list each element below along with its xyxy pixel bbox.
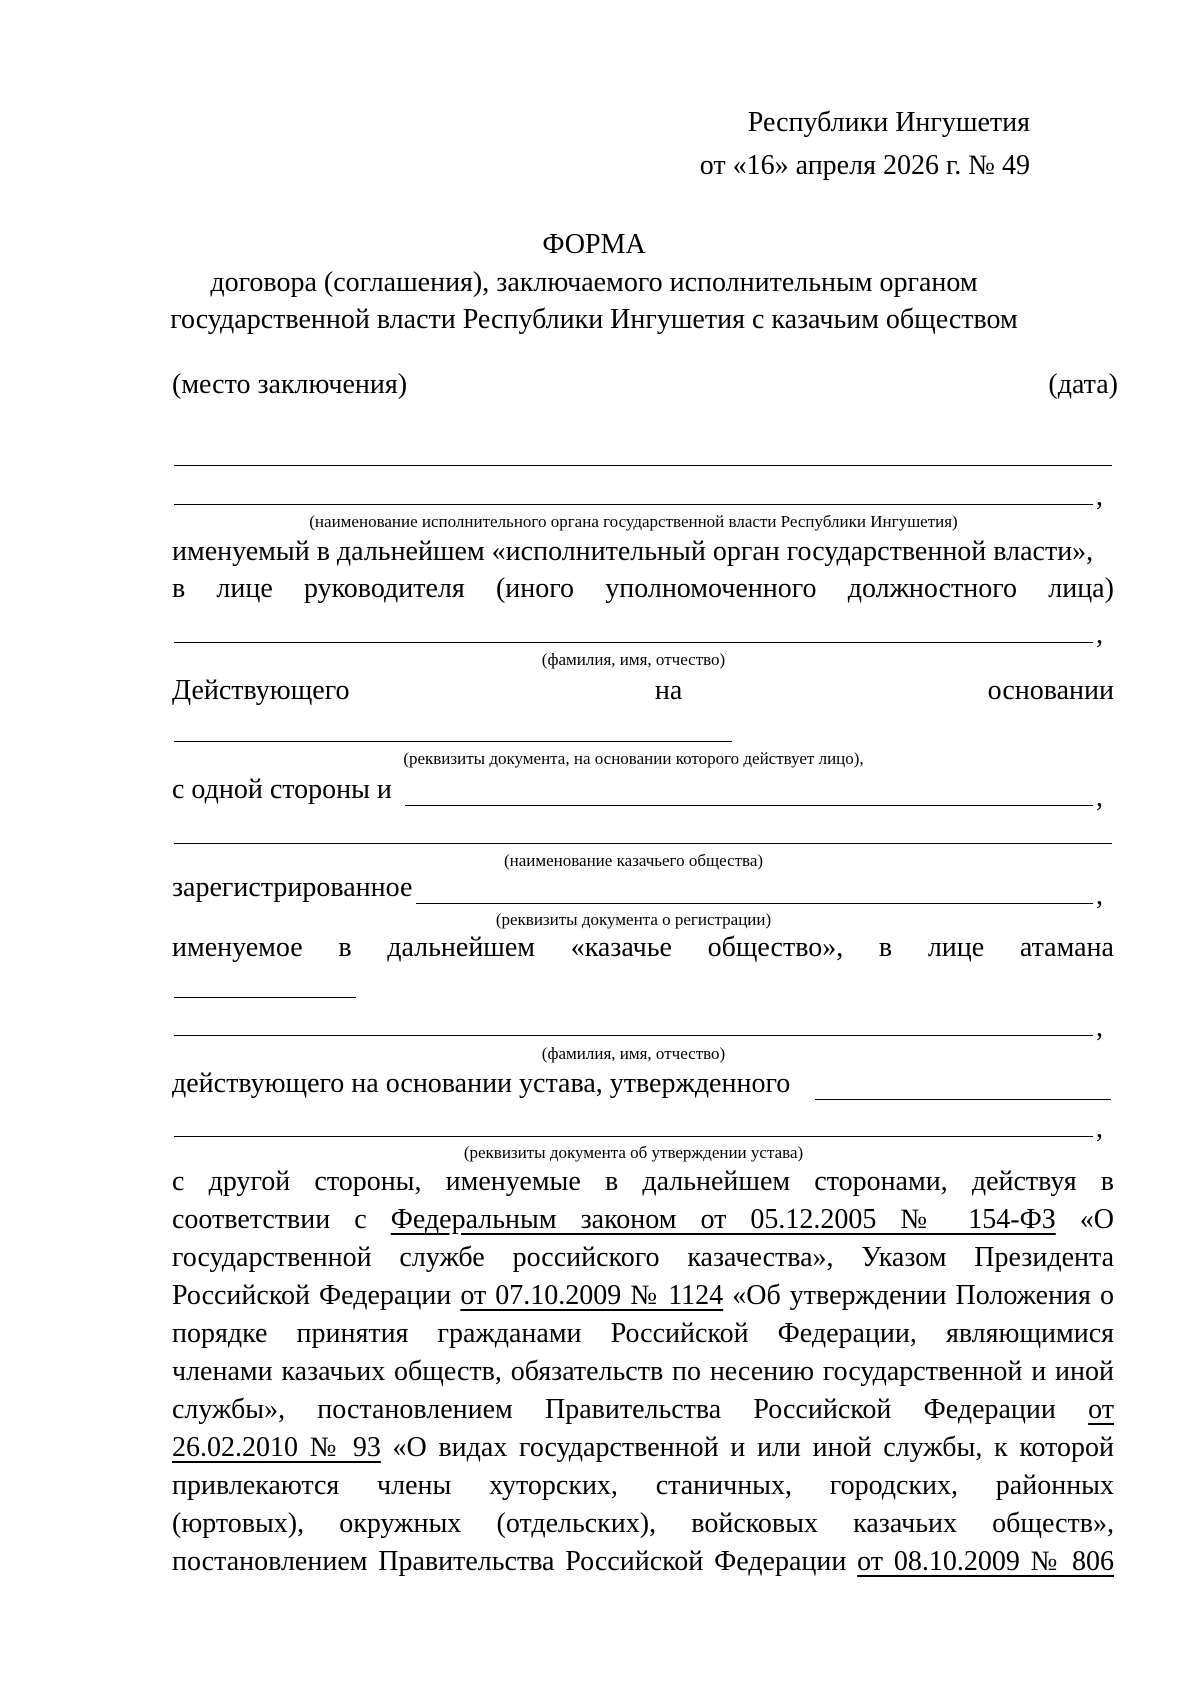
caption-doc-basis: (реквизиты документа, на основании которого действует лицо), xyxy=(403,749,864,768)
in-person-line xyxy=(172,571,1114,607)
word: (иного xyxy=(495,573,575,604)
word: в xyxy=(172,573,186,604)
ataman-line-short[interactable] xyxy=(174,997,356,998)
word: лице xyxy=(216,573,273,604)
acting-basis-line xyxy=(172,673,1114,709)
cossack-name-line-1[interactable] xyxy=(405,805,1093,806)
word: «казачье xyxy=(570,932,672,963)
text: Российской Федерации xyxy=(172,1280,461,1311)
resolution-806-link[interactable]: от 08.10.2009 № 806 xyxy=(857,1546,1114,1577)
word: атамана xyxy=(1019,932,1114,963)
acting-charter-text: действующего на основании устава, утвержденного xyxy=(172,1068,791,1099)
organ-name-line-2[interactable] xyxy=(174,504,1093,505)
header-line-2: от «16» апреля 2026 г. № 49 xyxy=(699,150,1030,181)
paragraph-line-11 xyxy=(172,1544,1114,1580)
text: соответствии с xyxy=(172,1204,391,1235)
registered-text: зарегистрированное xyxy=(172,872,413,903)
word: должностного xyxy=(847,573,1018,604)
registration-line[interactable] xyxy=(416,903,1093,904)
word: в xyxy=(338,932,352,963)
comma: , xyxy=(1096,481,1103,512)
paragraph-line-7 xyxy=(172,1392,1114,1428)
comma: , xyxy=(1096,880,1103,911)
comma: , xyxy=(1096,619,1103,650)
word: именуемое xyxy=(172,932,303,963)
paragraph-line-5: порядке принятия гражданами Российской Федерации, являющимися xyxy=(172,1318,1114,1349)
federal-law-154-link[interactable]: Федеральным законом от 05.12.2005 № 154-ФЗ xyxy=(390,1204,1056,1235)
ataman-fio-line[interactable] xyxy=(174,1035,1093,1036)
caption-registration: (реквизиты документа о регистрации) xyxy=(495,910,772,929)
paragraph-line-1: с другой стороны, именуемые в дальнейшем сторонами, действуя в xyxy=(172,1166,1114,1197)
cossack-name-line-2[interactable] xyxy=(174,843,1112,844)
paragraph-line-8 xyxy=(172,1430,1114,1466)
caption-organ-name: (наименование исполнительного органа государственной власти Республики Ингушетия) xyxy=(309,512,958,531)
caption-cossack-name: (наименование казачьего общества) xyxy=(503,851,764,870)
comma: , xyxy=(1096,1012,1103,1043)
form-title: ФОРМА xyxy=(542,229,646,260)
resolution-93-link-part-2[interactable]: 26.02.2010 № 93 xyxy=(172,1432,381,1463)
paragraph-line-9: привлекаются члены хуторских, станичных, городских, районных xyxy=(172,1470,1114,1501)
comma: , xyxy=(1096,1113,1103,1144)
charter-line-2[interactable] xyxy=(174,1136,1093,1137)
head-fio-line[interactable] xyxy=(174,642,1093,643)
text: постановлением Правительства Российской Федерации xyxy=(172,1546,858,1577)
paragraph-line-2 xyxy=(172,1202,1114,1238)
header-line-1: Республики Ингушетия xyxy=(747,107,1030,138)
paragraph-line-6: членами казачьих обществ, обязательств по несению государственной и иной xyxy=(172,1356,1114,1387)
charter-line-1[interactable] xyxy=(815,1099,1111,1100)
word: лице xyxy=(927,932,985,963)
word: дальнейшем xyxy=(387,932,536,963)
named-cossack-line xyxy=(172,930,1114,966)
paragraph-line-4 xyxy=(172,1278,1114,1314)
basis-doc-line[interactable] xyxy=(174,741,732,742)
form-subtitle-2: государственной власти Республики Ингушетия с казачьим обществом xyxy=(170,304,1018,335)
word: уполномоченного xyxy=(605,573,817,604)
word: на xyxy=(654,675,683,706)
paragraph-line-3: государственной службе российского казачества», Указом Президента xyxy=(172,1242,1114,1273)
word: основании xyxy=(987,675,1114,706)
word: общество», xyxy=(707,932,844,963)
one-side-text: с одной стороны и xyxy=(172,774,392,805)
place-label: (место заключения) xyxy=(172,369,408,400)
word: руководителя xyxy=(303,573,465,604)
date-label: (дата) xyxy=(1048,369,1118,400)
word: Действующего xyxy=(172,675,350,706)
resolution-93-link-part-1[interactable]: от xyxy=(1088,1394,1114,1425)
comma: , xyxy=(1096,782,1103,813)
text: «О видах государственной и или иной службы, к которой xyxy=(380,1432,1114,1463)
paragraph-line-10: (юртовых), окружных (отдельских), войсковых казачьих обществ», xyxy=(172,1508,1114,1539)
text: «О xyxy=(1055,1204,1115,1235)
text: службы», постановлением Правительства Российской Федерации xyxy=(172,1394,1089,1425)
named-organ-text: именуемый в дальнейшем «исполнительный орган государственной власти», xyxy=(172,536,1094,567)
decree-1124-link[interactable]: от 07.10.2009 № 1124 xyxy=(460,1280,724,1311)
word: лица) xyxy=(1048,573,1114,604)
text: «Об утверждении Положения о xyxy=(723,1280,1114,1311)
caption-fio-1: (фамилия, имя, отчество) xyxy=(541,650,726,669)
organ-name-line-1[interactable] xyxy=(174,465,1112,466)
word: в xyxy=(878,932,893,963)
caption-charter: (реквизиты документа об утверждении устава) xyxy=(463,1143,804,1162)
form-subtitle-1: договора (соглашения), заключаемого исполнительным органом xyxy=(210,267,978,298)
caption-fio-2: (фамилия, имя, отчество) xyxy=(541,1044,726,1063)
